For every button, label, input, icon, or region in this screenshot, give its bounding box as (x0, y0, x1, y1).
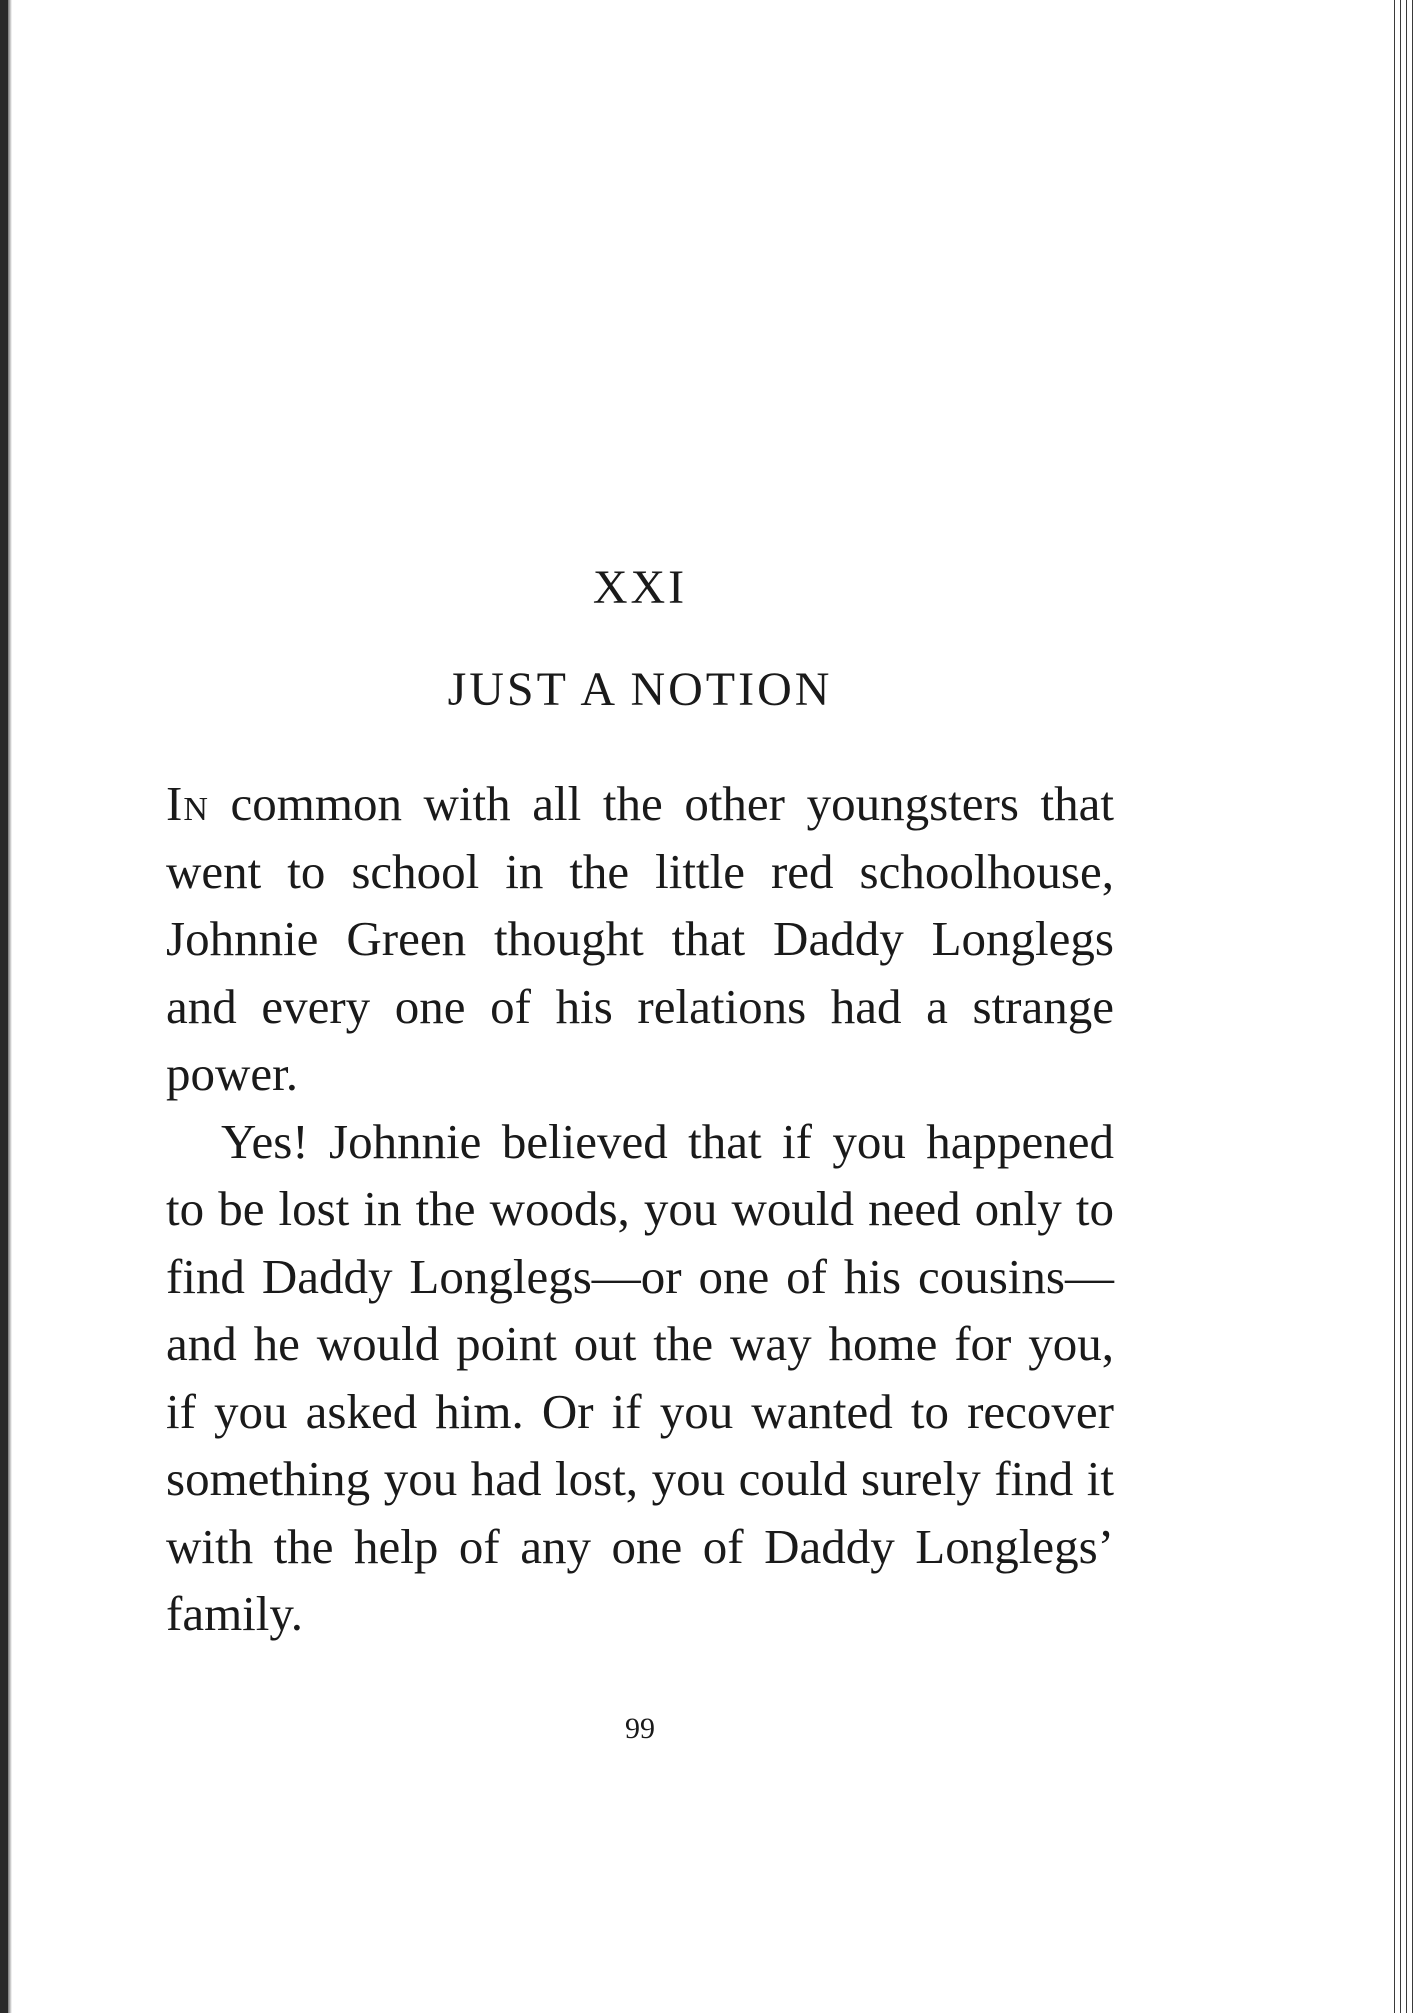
scan-right-edge (1391, 0, 1417, 2013)
chapter-body (166, 770, 1114, 1648)
chapter-title: JUST A NOTION (447, 663, 833, 716)
paragraph-2-text: Yes! Johnnie believed that if you happened to be lost in the woods, you would need only to find Daddy Longlegs—or one of his cousins—and he would point out the way home for you, if you asked him. Or if you wanted to recover something you had lost, you could surely find it with the help of any one of Daddy Longlegs’ family. (166, 1113, 1114, 1641)
paragraph-2 (166, 1108, 1114, 1648)
paragraph-1-text: common with all the other youngsters that went to school in the little red schoolhouse, Johnnie Green thought that Daddy Longlegs and every one of his relations had a strange power. (166, 776, 1114, 1101)
chapter-number: XXI (592, 561, 688, 614)
paragraph-1 (166, 770, 1114, 1108)
paragraph-1-lead-word: In (166, 776, 209, 831)
page-number: 99 (625, 1712, 655, 1745)
